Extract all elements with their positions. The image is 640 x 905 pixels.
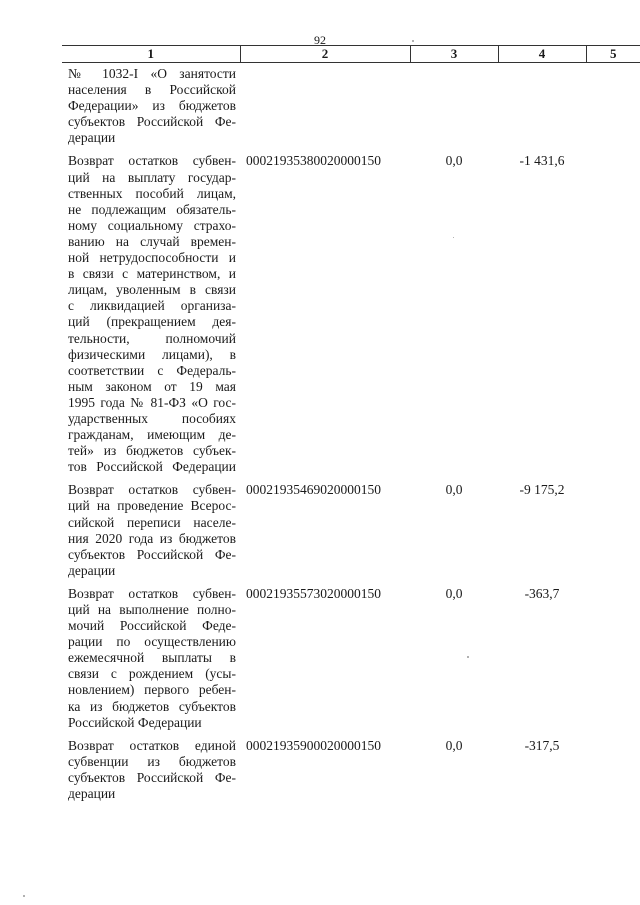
column-header-5: 5 bbox=[586, 46, 640, 63]
name-line: сийской переписи населе- bbox=[68, 514, 236, 530]
table-body bbox=[62, 63, 640, 807]
cell-col5 bbox=[586, 479, 640, 583]
name-line: в связи с материнством, и bbox=[68, 266, 236, 282]
cell-col4 bbox=[498, 63, 586, 151]
column-header-2: 2 bbox=[240, 46, 410, 63]
cell-code: 00021935469020000150 bbox=[246, 482, 381, 498]
name-line: Возврат остатков единой bbox=[68, 737, 236, 753]
header-row bbox=[62, 46, 640, 63]
cell-col5 bbox=[586, 63, 640, 151]
cell-code: 00021935380020000150 bbox=[246, 153, 381, 169]
scan-speck bbox=[453, 237, 454, 238]
name-line: субвенции из бюджетов bbox=[68, 753, 236, 769]
scan-speck bbox=[467, 656, 469, 658]
name-line: ударственных пособиях bbox=[68, 410, 236, 426]
name-line: населения в Российской bbox=[68, 82, 236, 98]
table-row bbox=[62, 150, 640, 479]
name-line: физическими лицами), в bbox=[68, 346, 236, 362]
column-header-3: 3 bbox=[410, 46, 498, 63]
name-line: ным законом от 19 мая bbox=[68, 378, 236, 394]
cell-col4: -317,5 bbox=[524, 737, 560, 753]
cell-col5 bbox=[586, 735, 640, 806]
cell-name bbox=[62, 150, 240, 479]
cell-col3: 0,0 bbox=[445, 585, 463, 601]
cell-code: 00021935900020000150 bbox=[246, 737, 381, 753]
name-line: дерации bbox=[68, 562, 116, 578]
name-line: субъектов Российской Фе- bbox=[68, 546, 236, 562]
table-row bbox=[62, 583, 640, 735]
name-line: субъектов Российской Фе- bbox=[68, 769, 236, 785]
name-line: тей» из бюджетов субъек- bbox=[68, 443, 236, 459]
cell-name bbox=[62, 479, 240, 583]
name-line: ежемесячной выплаты в bbox=[68, 650, 236, 666]
name-line: 1995 года № 81-ФЗ «О гос- bbox=[68, 394, 236, 410]
cell-col3: 0,0 bbox=[445, 153, 463, 169]
name-line: Возврат остатков субвен- bbox=[68, 482, 236, 498]
page-number: 92 bbox=[314, 33, 326, 47]
table-row bbox=[62, 735, 640, 806]
name-line: ций на выплату государ- bbox=[68, 169, 236, 185]
name-line: ций на выполнение полно- bbox=[68, 602, 236, 617]
name-line: тов Российской Федерации bbox=[68, 459, 236, 475]
name-line: мочий Российской Феде- bbox=[68, 618, 236, 634]
column-header-4: 4 bbox=[498, 46, 586, 63]
table-header bbox=[62, 46, 640, 63]
cell-code bbox=[240, 63, 410, 151]
name-line: № 1032-I «О занятости bbox=[68, 66, 236, 81]
name-line: ка из бюджетов субъектов bbox=[68, 698, 236, 714]
name-line: Российской Федерации bbox=[68, 714, 202, 730]
cell-name bbox=[62, 63, 240, 151]
cell-code: 00021935573020000150 bbox=[246, 585, 381, 601]
name-line: Возврат остатков субвен- bbox=[68, 585, 236, 601]
name-line: тельности, полномочий bbox=[68, 330, 236, 346]
name-line: дерации bbox=[68, 130, 116, 146]
name-line: связи с рождением (усы- bbox=[68, 666, 236, 682]
name-line: Федерации» из бюджетов bbox=[68, 98, 236, 114]
name-line: лицам, уволенным в связи bbox=[68, 282, 236, 298]
budget-table bbox=[62, 45, 640, 806]
cell-col5 bbox=[586, 150, 640, 479]
cell-col3: 0,0 bbox=[445, 482, 463, 498]
cell-col5 bbox=[586, 583, 640, 735]
name-line: ной нетрудоспособности и bbox=[68, 250, 236, 266]
name-line: новлением) первого ребен- bbox=[68, 682, 236, 698]
table-row bbox=[62, 63, 640, 151]
cell-name bbox=[62, 735, 240, 806]
cell-col3: 0,0 bbox=[445, 737, 463, 753]
name-line: дерации bbox=[68, 786, 116, 802]
scan-speck bbox=[412, 40, 414, 42]
name-line: ций на проведение Всерос- bbox=[68, 498, 236, 514]
name-line: гражданам, имеющим де- bbox=[68, 427, 236, 443]
name-line: ций (прекращением дея- bbox=[68, 314, 236, 330]
name-line: ственных пособий лицам, bbox=[68, 185, 236, 201]
table-row bbox=[62, 479, 640, 583]
name-line: не подлежащим обязатель- bbox=[68, 201, 236, 217]
name-line: ния 2020 года из бюджетов bbox=[68, 530, 236, 546]
name-line: субъектов Российской Фе- bbox=[68, 114, 236, 130]
cell-name bbox=[62, 583, 240, 735]
name-line: ванию на случай времен- bbox=[68, 233, 236, 249]
name-line: ному социальному страхо- bbox=[68, 217, 236, 233]
cell-col4: -9 175,2 bbox=[519, 482, 565, 498]
name-line: соответствии с Федераль- bbox=[68, 362, 236, 378]
name-line: рации по осуществлению bbox=[68, 634, 236, 650]
cell-col4: -1 431,6 bbox=[519, 153, 565, 169]
cell-col3 bbox=[410, 63, 498, 151]
name-line: с ликвидацией организа- bbox=[68, 298, 236, 314]
name-line: Возврат остатков субвен- bbox=[68, 153, 236, 169]
scan-speck bbox=[23, 895, 25, 897]
cell-col4: -363,7 bbox=[524, 585, 560, 601]
column-header-1: 1 bbox=[62, 46, 240, 63]
